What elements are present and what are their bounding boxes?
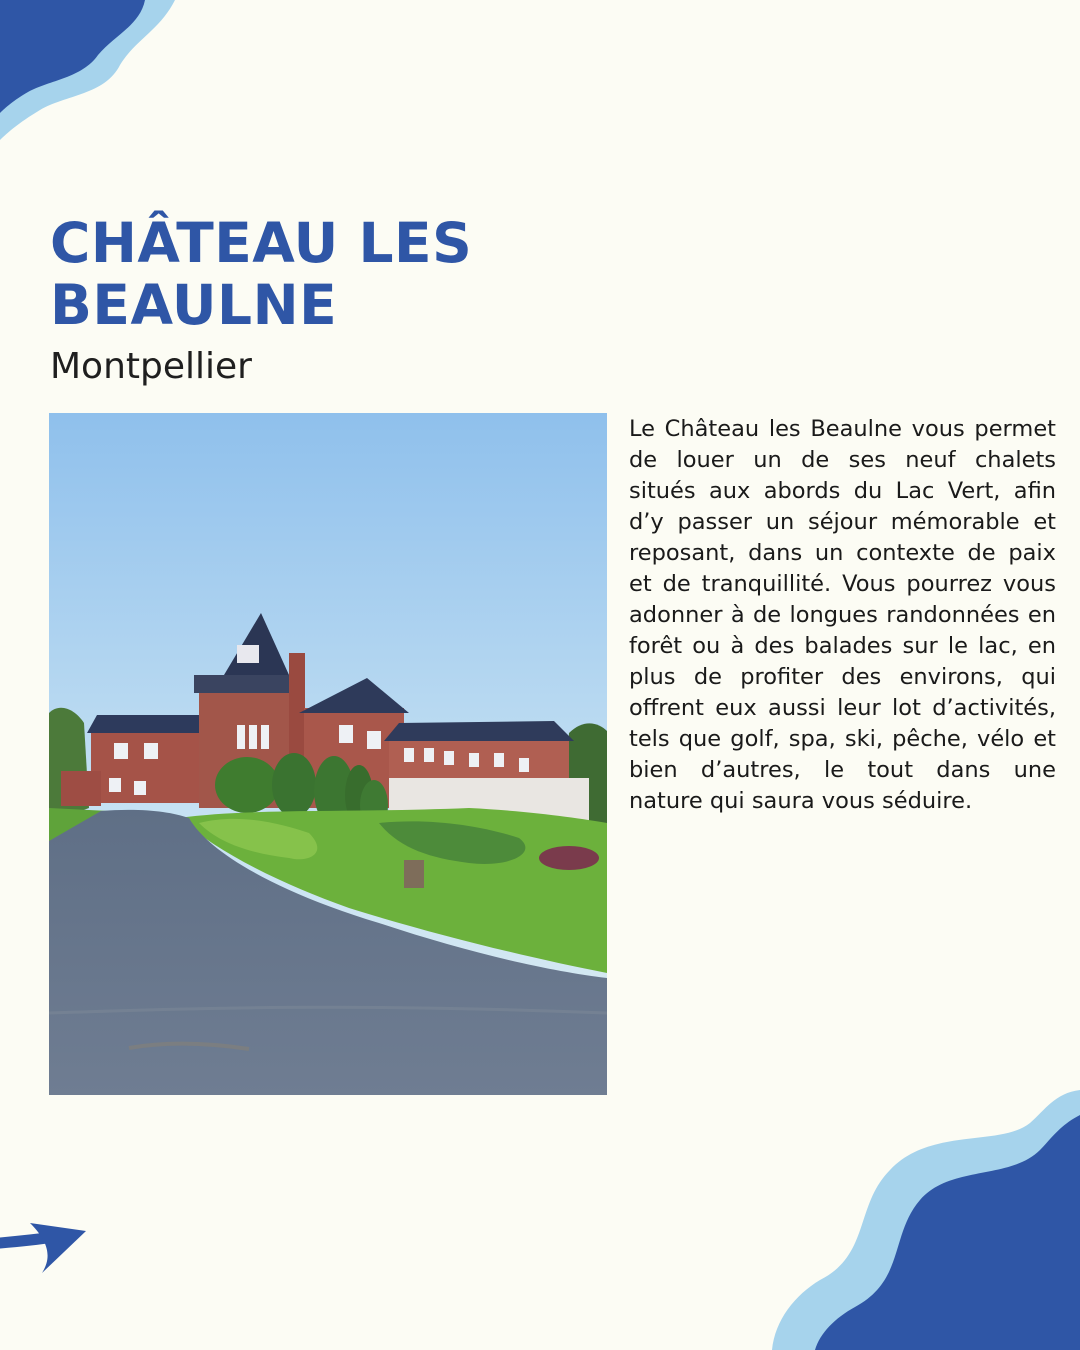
location-subtitle: Montpellier: [50, 346, 252, 387]
arrow-icon: [0, 1215, 92, 1283]
description-paragraph: Le Château les Beaulne vous permet de louer un de ses neuf chalets situés aux abords du Lac Vert, afin d’y passer un séjour mémorable et reposant, dans un contexte de paix et de tranquillité. Vous pourrez vous adonner à de longues randonnées en forêt ou à des balades sur le lac, en plus de profiter des environs, qui offrent eux aussi leur lot d’activités, tels que golf, spa, ski, pêche, vélo et bien d’autres, le tout dans une nature qui saura vous séduire.: [629, 416, 1056, 814]
page-title: CHÂTEAU LES BEAULNE: [50, 211, 473, 337]
chateau-photo: [49, 413, 607, 1095]
corner-wave-top-left: [0, 0, 175, 145]
corner-wave-bottom-right: [760, 1085, 1080, 1350]
